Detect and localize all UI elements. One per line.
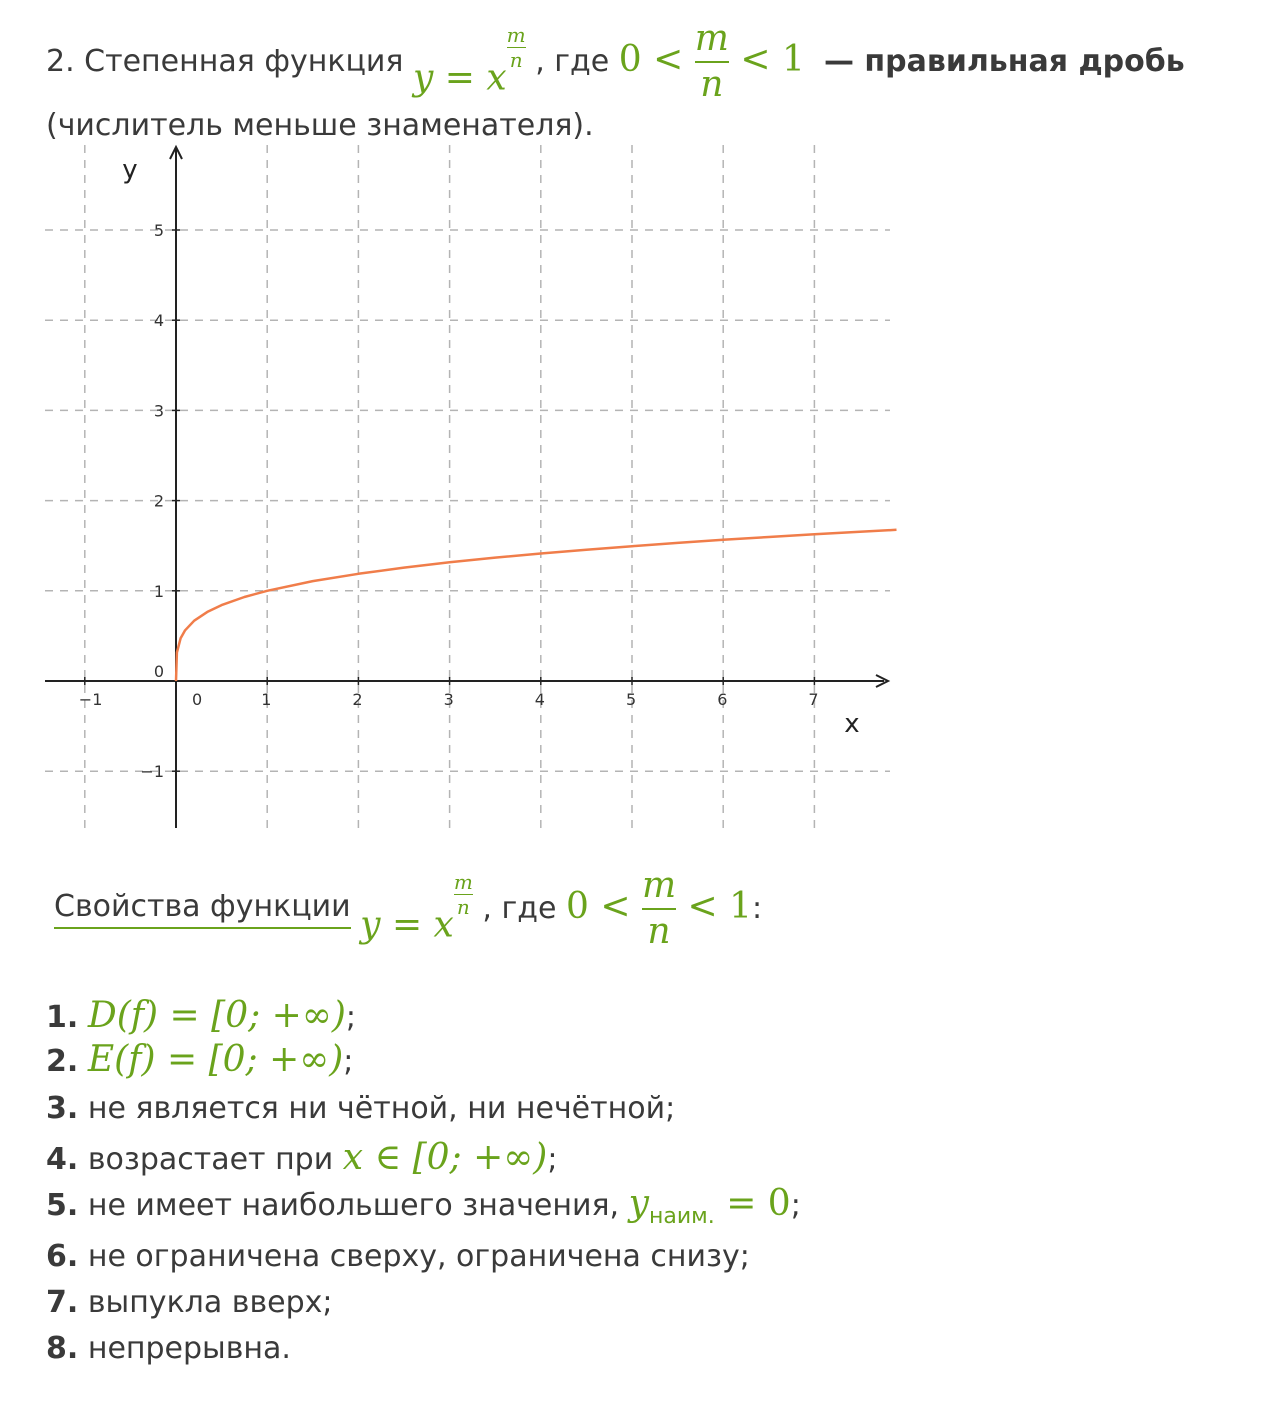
- properties-title-label: Свойства функции: [54, 889, 351, 929]
- heading-formula: $y = x\frac{m}{n}$: [412, 22, 526, 99]
- heading-where: , где: [535, 44, 610, 79]
- y-tick-label: 0: [153, 662, 164, 681]
- list-item: 3. не является ни чётной, ни нечётной;: [46, 1091, 676, 1126]
- list-item: 8. непрерывна.: [46, 1331, 291, 1366]
- properties-title-formula: $y = x\frac{m}{n}$: [360, 869, 473, 946]
- x-tick-label: 5: [626, 690, 637, 709]
- properties-title-condition: 0 < $\frac{m}{n}$ < 1: [565, 865, 753, 952]
- x-tick-label: 0: [192, 690, 203, 709]
- y-tick-label: −1: [140, 762, 164, 782]
- list-item: 6. не ограничена сверху, ограничена снизу;: [46, 1239, 750, 1274]
- heading-exponent: $\frac{m}{n}$: [506, 22, 526, 73]
- list-item: 7. выпукла вверх;: [46, 1285, 333, 1320]
- heading-number: 2.: [46, 44, 75, 79]
- section-heading: [46, 18, 1236, 144]
- list-item: 4. возрастает при x ∈ [0; +∞);: [46, 1137, 558, 1178]
- properties-list: [46, 995, 801, 1377]
- x-axis-label: x: [844, 709, 860, 739]
- heading-text: Степенная функция: [84, 44, 404, 79]
- y-tick-label: 5: [153, 221, 164, 240]
- list-item: 1. D(f) = [0; +∞);: [46, 995, 356, 1036]
- x-tick-label: 6: [717, 690, 728, 709]
- list-item: 2. E(f) = [0; +∞);: [46, 1039, 354, 1080]
- y-tick-label: 3: [153, 401, 164, 421]
- properties-title: Свойства функции $y = x\frac{m}{n}$ , где 0 < $\frac{m}{n}$ < 1 :: [54, 865, 763, 952]
- list-item: 5. не имеет наибольшего значения, $y_{наим.} = 0$;: [46, 1183, 801, 1229]
- y-axis-label: y: [122, 155, 138, 185]
- x-tick-label: 2: [352, 690, 363, 709]
- y-tick-label: 1: [153, 581, 164, 601]
- series-line: [176, 530, 897, 681]
- heading-line2: (числитель меньше знаменателя).: [46, 108, 594, 143]
- heading-bold-tail: — правильная дробь: [823, 44, 1185, 79]
- x-tick-label: 4: [534, 690, 545, 709]
- properties-title-where: , где: [482, 891, 557, 926]
- x-tick-label: −1: [78, 690, 103, 709]
- x-tick-label: 1: [261, 690, 272, 709]
- x-tick-label: 3: [443, 690, 454, 709]
- y-tick-label: 4: [153, 311, 164, 331]
- heading-condition: 0 < $\frac{m}{n}$ < 1: [618, 18, 805, 105]
- x-tick-label: 7: [808, 690, 819, 709]
- function-graph: [0, 140, 900, 840]
- y-tick-label: 2: [153, 491, 164, 511]
